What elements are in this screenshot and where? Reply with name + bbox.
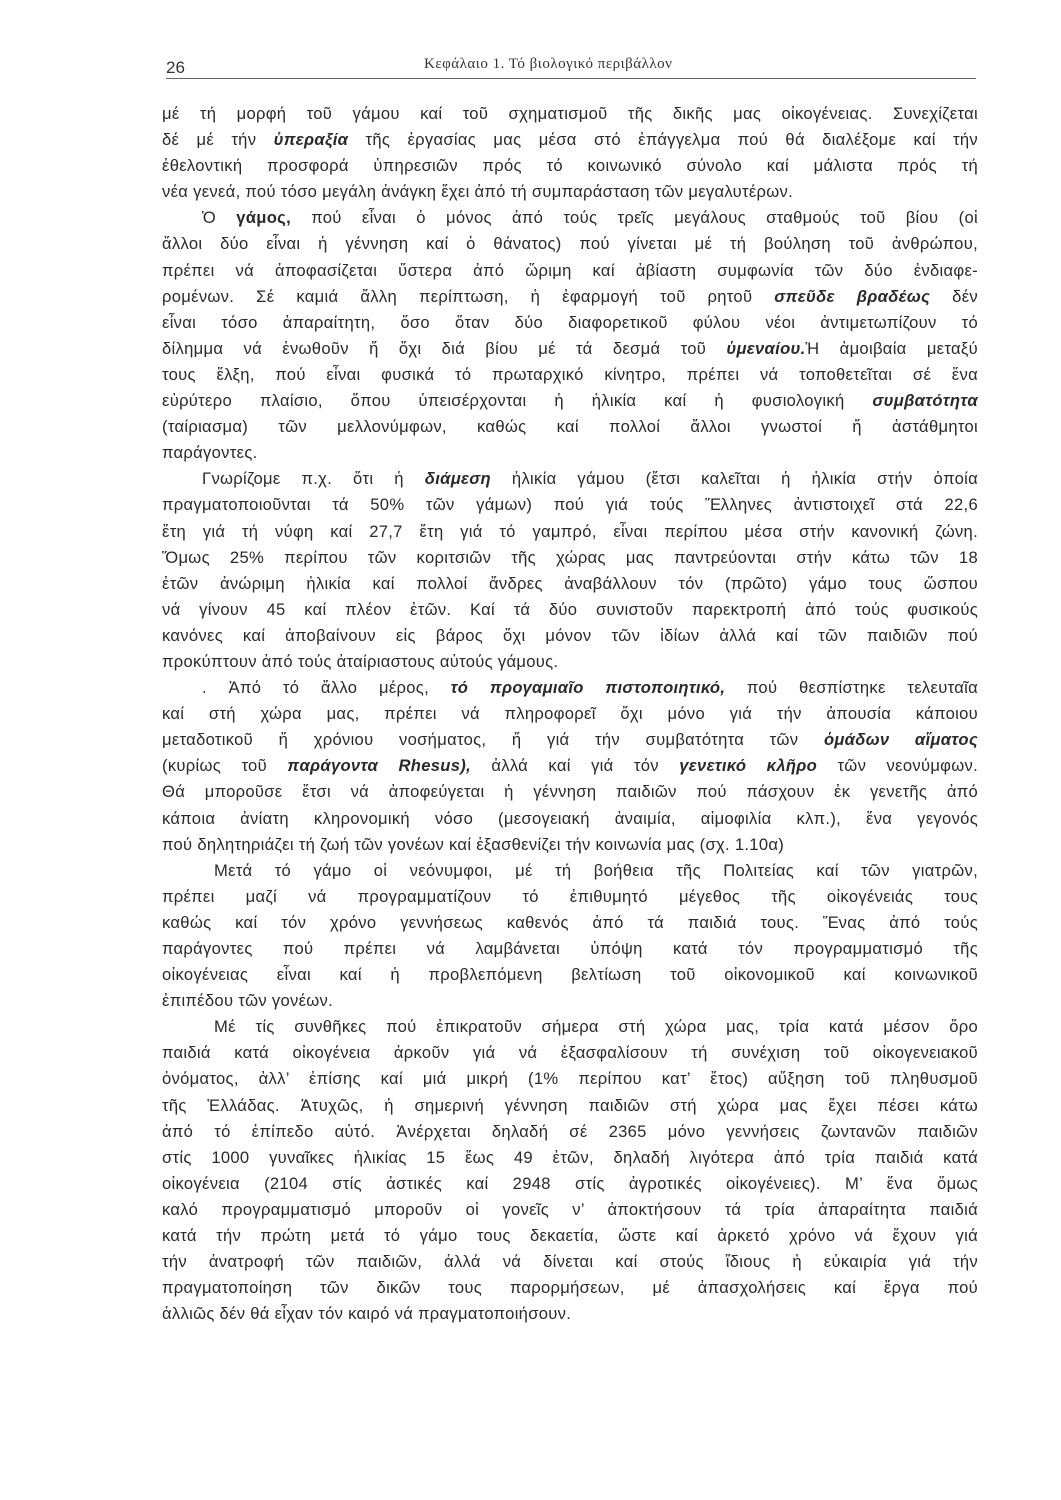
text-line: παράγοντες. (162, 443, 258, 463)
text-line: ἐτῶν ἀνώριμη ἡλικία καί πολλοί ἄνδρες ἀναβάλλουν τόν (πρῶτο) γάμο τους ὥσπου (162, 573, 978, 593)
text-line: καί στή χώρα μας, πρέπει νά πληροφορεῖ ὄχι μόνο γιά τήν ἀπουσία κάποιου (162, 704, 978, 724)
emphasis-term: συμβατότητα (872, 391, 978, 411)
text-line: κανόνες καί ἀποβαίνουν εἰς βάρος ὄχι μόνον τῶν ἰδίων ἀλλά καί τῶν παιδιῶν πού (162, 625, 978, 645)
text-line: παράγοντες πού πρέπει νά λαμβάνεται ὑπόψη κατά τόν προγραμματισμό τῆς (162, 939, 978, 958)
text-line: δέ μέ τήν ὑπεραξία τῆς ἐργασίας μας μέσα στό ἐπάγγελμα πού θά διαλέξομε καί τήν (162, 130, 978, 150)
text-line: παιδιά κατά οἰκογένεια ἀρκοῦν γιά νά ἐξασφαλίσουν τή συνέχιση τοῦ οἰκογενειακοῦ (162, 1043, 978, 1063)
text-line: πού δηλητηριάζει τή ζωή τῶν γονέων καί ἐξασθενίζει τήν κοινωνία μας (σχ. 1.10α) (162, 834, 785, 854)
emphasis-term: ὑπεραξία (273, 130, 349, 150)
text-line: . Ἀπό τό ἄλλο μέρος, τό προγαμιαῖο πιστοποιητικό, πού θεσπίστηκε τελευταῖα (202, 678, 978, 698)
text-line: τους ἕλξη, πού εἶναι φυσικά τό πρωταρχικό κίνητρο, πρέπει νά τοποθετεῖται σέ ἕνα (162, 364, 978, 384)
text-line: οἰκογένειας εἶναι καί ἡ προβλεπόμενη βελτίωση τοῦ οἰκονομικοῦ καί κοινωνικοῦ (162, 965, 978, 985)
text-line: ἔτη γιά τή νύφη καί 27,7 ἔτη γιά τό γαμπρό, εἶναι περίπου μέσα στήν κανονική ζώνη. (162, 521, 978, 541)
emphasis-term: ὁμάδων αἵματος (823, 730, 978, 750)
text-line: ἀπό τό ἐπίπεδο αὐτό. Ἀνέρχεται δηλαδή σέ 2365 μόνο γεννήσεις ζωντανῶν παιδιῶν (162, 1121, 978, 1141)
text-line: Μετά τό γάμο οἱ νεόνυμφοι, μέ τή βοήθεια τῆς Πολιτείας καί τῶν γιατρῶν, (214, 860, 978, 880)
text-line: στίς 1000 γυναῖκες ἡλικίας 15 ἕως 49 ἐτῶν, δηλαδή λιγότερα ἀπό τρία παιδιά κατά (162, 1147, 978, 1167)
text-line: ἀλλιῶς δέν θά εἶχαν τόν καιρό νά πραγματοποιήσουν. (162, 1304, 572, 1324)
text-line: ἄλλοι δύο εἶναι ἡ γέννηση καί ὁ θάνατος) πού γίνεται μέ τή βούληση τοῦ ἀνθρώπου, (162, 234, 978, 254)
text-line: (ταίριασμα) τῶν μελλονύμφων, καθώς καί πολλοί ἄλλοι γνωστοί ἤ ἀστάθμητοι (162, 417, 978, 437)
text-line: πρέπει μαζί νά προγραμματίζουν τό ἐπιθυμητό μέγεθος τῆς οἰκογένειάς τους (162, 886, 978, 906)
text-line: Ὁ γάμος, πού εἶναι ὁ μόνος ἀπό τούς τρεῖς μεγάλους σταθμούς τοῦ βίου (οἱ (202, 208, 978, 228)
text-line: τήν ἀνατροφή τῶν παιδιῶν, ἀλλά νά δίνεται καί στούς ἴδιους ἡ εὐκαιρία γιά τήν (162, 1252, 978, 1272)
text-line: κατά τήν πρώτη μετά τό γάμο τους δεκαετία, ὥστε καί ἀρκετό χρόνο νά ἔχουν γιά (162, 1226, 978, 1246)
running-title: Κεφάλαιο 1. Τό βιολογικό περιβάλλον (424, 56, 673, 72)
emphasis-term: τό προγαμιαῖο πιστοποιητικό, (450, 678, 726, 698)
text-line: πραγματοποίηση τῶν δικῶν τους παρορμήσεων, μέ ἀπασχολήσεις καί ἔργα πού (162, 1278, 978, 1298)
text-line: καθώς καί τόν χρόνο γεννήσεως καθενός ἀπό τά παιδιά τους. Ἕνας ἀπό τούς (162, 912, 978, 932)
text-line: τῆς Ἑλλάδας. Ἀτυχῶς, ἡ σημερινή γέννηση παιδιῶν στή χώρα μας ἔχει πέσει κάτω (162, 1095, 978, 1115)
text-line: πρέπει νά ἀποφασίζεται ὕστερα ἀπό ὥριμη καί ἀβίαστη συμφωνία τῶν δύο ἐνδιαφε- (162, 260, 978, 280)
text-line: νέα γενεά, πού τόσο μεγάλη ἀνάγκη ἔχει ἀπό τή συμπαράσταση τῶν μεγαλυτέρων. (162, 182, 794, 202)
text-line: δίλημμα νά ἑνωθοῦν ἤ ὄχι διά βίου μέ τά δεσμά τοῦ ὑμεναίου.Ἡ ἀμοιβαία μεταξύ (162, 338, 978, 358)
text-line: ρομένων. Σέ καμιά ἄλλη περίπτωση, ἡ ἐφαρμογή τοῦ ρητοῦ σπεῦδε βραδέως δέν (162, 286, 978, 306)
text-line: ἐπιπέδου τῶν γονέων. (162, 991, 334, 1011)
header-rule (166, 78, 976, 79)
text-line: μεταδοτικοῦ ἤ χρόνιου νοσήματος, ἤ γιά τήν συμβατότητα τῶν ὁμάδων αἵματος (162, 730, 978, 750)
text-line: εὐρύτερο πλαίσιο, ὅπου ὑπεισέρχονται ἡ ἡλικία καί ἡ φυσιολογική συμβατότητα (162, 391, 978, 411)
text-line: προκύπτουν ἀπό τούς ἀταίριαστους αὐτούς γάμους. (162, 651, 559, 671)
text-line: Ὅμως 25% περίπου τῶν κοριτσιῶν τῆς χώρας μας παντρεύονται στήν κάτω τῶν 18 (162, 547, 978, 567)
text-line: πραγματοποιοῦνται τά 50% τῶν γάμων) πού γιά τούς Ἕλληνες ἀντιστοιχεῖ στά 22,6 (162, 495, 978, 515)
body-text (162, 101, 978, 1327)
text-line: Θά μποροῦσε ἔτσι νά ἀποφεύγεται ἡ γέννηση παιδιῶν πού πάσχουν ἐκ γενετῆς ἀπό (162, 782, 978, 802)
emphasis-term: γάμος, (236, 208, 292, 228)
text-line: ἐθελοντική προσφορά ὑπηρεσιῶν πρός τό κοινωνικό σύνολο καί μάλιστα πρός τή (162, 156, 978, 176)
text-line: κάποια ἀνίατη κληρονομική νόσο (μεσογειακή ἀναιμία, αἱμοφιλία κλπ.), ἕνα γεγονός (162, 808, 978, 828)
emphasis-term: γενετικό κλῆρο (679, 756, 818, 776)
text-line: νά γίνουν 45 καί πλέον ἐτῶν. Καί τά δύο συνιστοῦν παρεκτροπή ἀπό τούς φυσικούς (162, 599, 978, 619)
text-line: Μέ τίς συνθῆκες πού ἐπικρατοῦν σήμερα στή χώρα μας, τρία κατά μέσον ὅρο (214, 1017, 978, 1037)
emphasis-term: διάμεση (424, 469, 491, 489)
page-header (166, 48, 976, 80)
page-number: 26 (166, 58, 185, 77)
emphasis-term: ὑμεναίου. (726, 338, 806, 358)
emphasis-term: παράγοντα Rhesus), (287, 756, 471, 776)
text-line: μέ τή μορφή τοῦ γάμου καί τοῦ σχηματισμοῦ τῆς δικῆς μας οἰκογένειας. Συνεχίζεται (162, 104, 978, 123)
text-line: εἶναι τόσο ἀπαραίτητη, ὅσο ὅταν δύο διαφορετικοῦ φύλου νέοι ἀντιμετωπίζουν τό (162, 312, 978, 332)
text-line: Γνωρίζομε π.χ. ὅτι ἡ διάμεση ἡλικία γάμου (ἔτσι καλεῖται ἡ ἡλικία στήν ὁποία (202, 469, 978, 489)
text-line: καλό προγραμματισμό μποροῦν οἱ γονεῖς ν’ ἀποκτήσουν τά τρία ἀπαραίτητα παιδιά (162, 1199, 978, 1219)
emphasis-term: σπεῦδε βραδέως (774, 286, 931, 306)
text-line: (κυρίως τοῦ παράγοντα Rhesus), ἀλλά καί γιά τόν γενετικό κλῆρο τῶν νεονύμφων. (162, 756, 979, 776)
text-line: ὀνόματος, ἀλλ’ ἐπίσης καί μιά μικρή (1% περίπου κατ’ ἔτος) αὔξηση τοῦ πληθυσμοῦ (162, 1069, 978, 1089)
text-line: οἰκογένεια (2104 στίς ἀστικές καί 2948 στίς ἀγροτικές οἰκογένειες). Μ’ ἕνα ὅμως (162, 1173, 978, 1193)
